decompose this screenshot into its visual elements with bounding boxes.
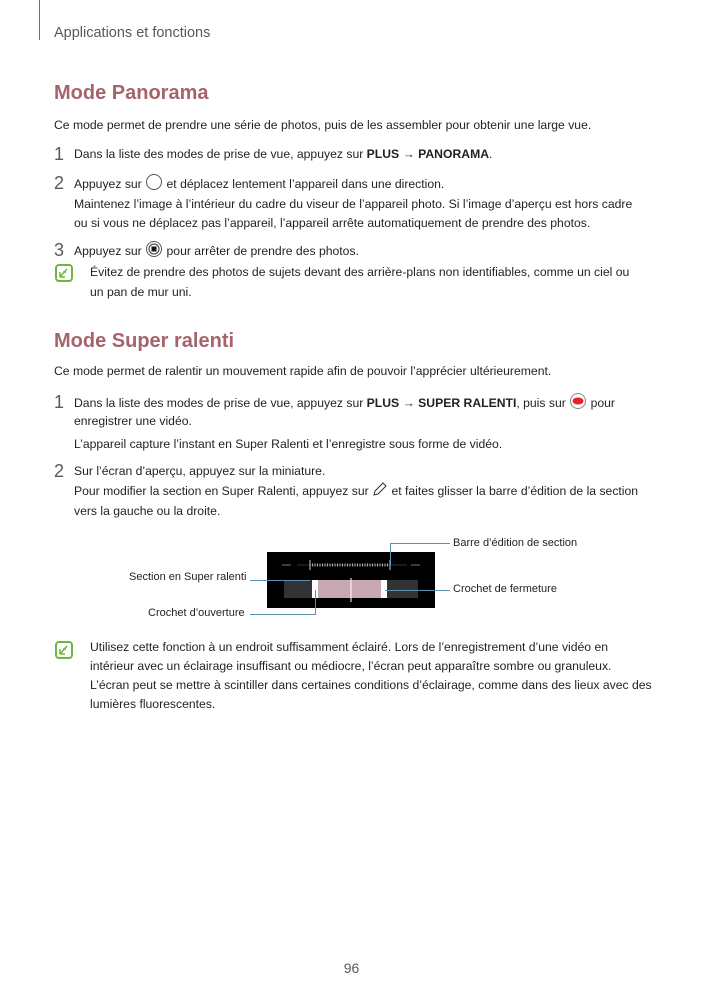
step-detail	[74, 481, 638, 503]
page-number: 96	[343, 960, 360, 976]
note-text: intérieur avec un éclairage insuffisant ou médiocre, l’écran peut apparaître sombre ou granuleux.	[90, 659, 612, 673]
menu-plus: PLUS	[366, 147, 400, 161]
callout-line	[250, 580, 310, 581]
step-text: , puis sur	[516, 396, 570, 411]
label-edit-bar: Barre d’édition de section	[453, 537, 578, 549]
note-icon	[55, 641, 73, 659]
record-button-icon	[569, 392, 587, 416]
panorama-step-3	[74, 240, 359, 264]
section-edit-bar	[310, 560, 390, 570]
callout-line	[390, 543, 450, 544]
step-text: et déplacez lentement l’appareil dans une direction.	[163, 177, 445, 192]
note-text: Évitez de prendre des photos de sujets devant des arrière-plans non identifiables, comme un ciel ou	[90, 265, 630, 279]
note-text: un pan de mur uni.	[90, 285, 192, 299]
close-bracket	[381, 580, 387, 598]
step-number: 1	[54, 144, 65, 164]
step-detail: Maintenez l’image à l’intérieur du cadre du viseur de l’appareil photo. Si l’image d’aperçu est hors cadre	[74, 197, 633, 211]
header-rule	[39, 0, 40, 40]
step-number: 1	[54, 392, 65, 412]
note-text: lumières fluorescentes.	[90, 697, 216, 711]
callout-line	[385, 590, 450, 591]
step-text: pour arrêter de prendre des photos.	[163, 244, 359, 259]
step-number: 3	[54, 240, 65, 260]
note-text: L’écran peut se mettre à scintiller dans certaines conditions d’éclairage, comme dans des lieux avec des	[90, 678, 652, 692]
menu-super-ralenti: SUPER RALENTI	[418, 396, 517, 411]
step-text: Dans la liste des modes de prise de vue, appuyez sur	[74, 147, 367, 161]
callout-line	[390, 543, 391, 565]
step-text: et faites glisser la barre d’édition de la section	[388, 484, 639, 499]
callout-line	[250, 614, 315, 615]
arrow: →	[399, 396, 419, 411]
step-number: 2	[54, 461, 65, 481]
panorama-intro: Ce mode permet de prendre une série de photos, puis de les assembler pour obtenir une large vue.	[54, 118, 592, 132]
note-text: Utilisez cette fonction à un endroit suffisamment éclairé. Lors de l’enregistrement d’une vidéo en	[90, 640, 609, 654]
note-icon	[55, 264, 73, 282]
super-ralenti-intro: Ce mode permet de ralentir un mouvement rapide afin de pouvoir l’apprécier ultérieurement.	[54, 364, 552, 378]
menu-panorama: PANORAMA	[418, 147, 490, 161]
super-ralenti-step-2: Sur l’écran d’aperçu, appuyez sur la miniature.	[74, 464, 326, 478]
label-open-bracket: Crochet d’ouverture	[148, 607, 245, 619]
step-text: Pour modifier la section en Super Ralenti, appuyez sur	[74, 484, 373, 499]
step-detail: vers la gauche ou la droite.	[74, 504, 221, 518]
step-text: Appuyez sur	[74, 244, 146, 259]
arrow: →	[399, 147, 419, 161]
label-section: Section en Super ralenti	[129, 571, 247, 583]
stop-button-icon	[145, 240, 163, 264]
step-detail: L’appareil capture l’instant en Super Ralenti et l’enregistre sous forme de vidéo.	[74, 437, 503, 451]
label-close-bracket: Crochet de fermeture	[453, 583, 557, 595]
panorama-title: Mode Panorama	[54, 82, 209, 104]
panorama-step-1	[74, 144, 492, 164]
step-number: 2	[54, 173, 65, 193]
step-detail: ou si vous ne déplacez pas l’appareil, l’appareil arrête automatiquement de prendre des photos.	[74, 216, 591, 230]
step-text: .	[489, 147, 493, 161]
section-header: Applications et fonctions	[54, 25, 211, 41]
menu-plus: PLUS	[366, 396, 400, 411]
callout-line	[315, 590, 316, 615]
step-text: pour	[587, 396, 615, 411]
edit-pencil-icon	[372, 481, 388, 503]
step-text: Dans la liste des modes de prise de vue, appuyez sur	[74, 396, 367, 411]
step-detail: enregistrer une vidéo.	[74, 414, 192, 428]
step-text: Appuyez sur	[74, 177, 146, 192]
super-ralenti-title: Mode Super ralenti	[54, 330, 235, 352]
